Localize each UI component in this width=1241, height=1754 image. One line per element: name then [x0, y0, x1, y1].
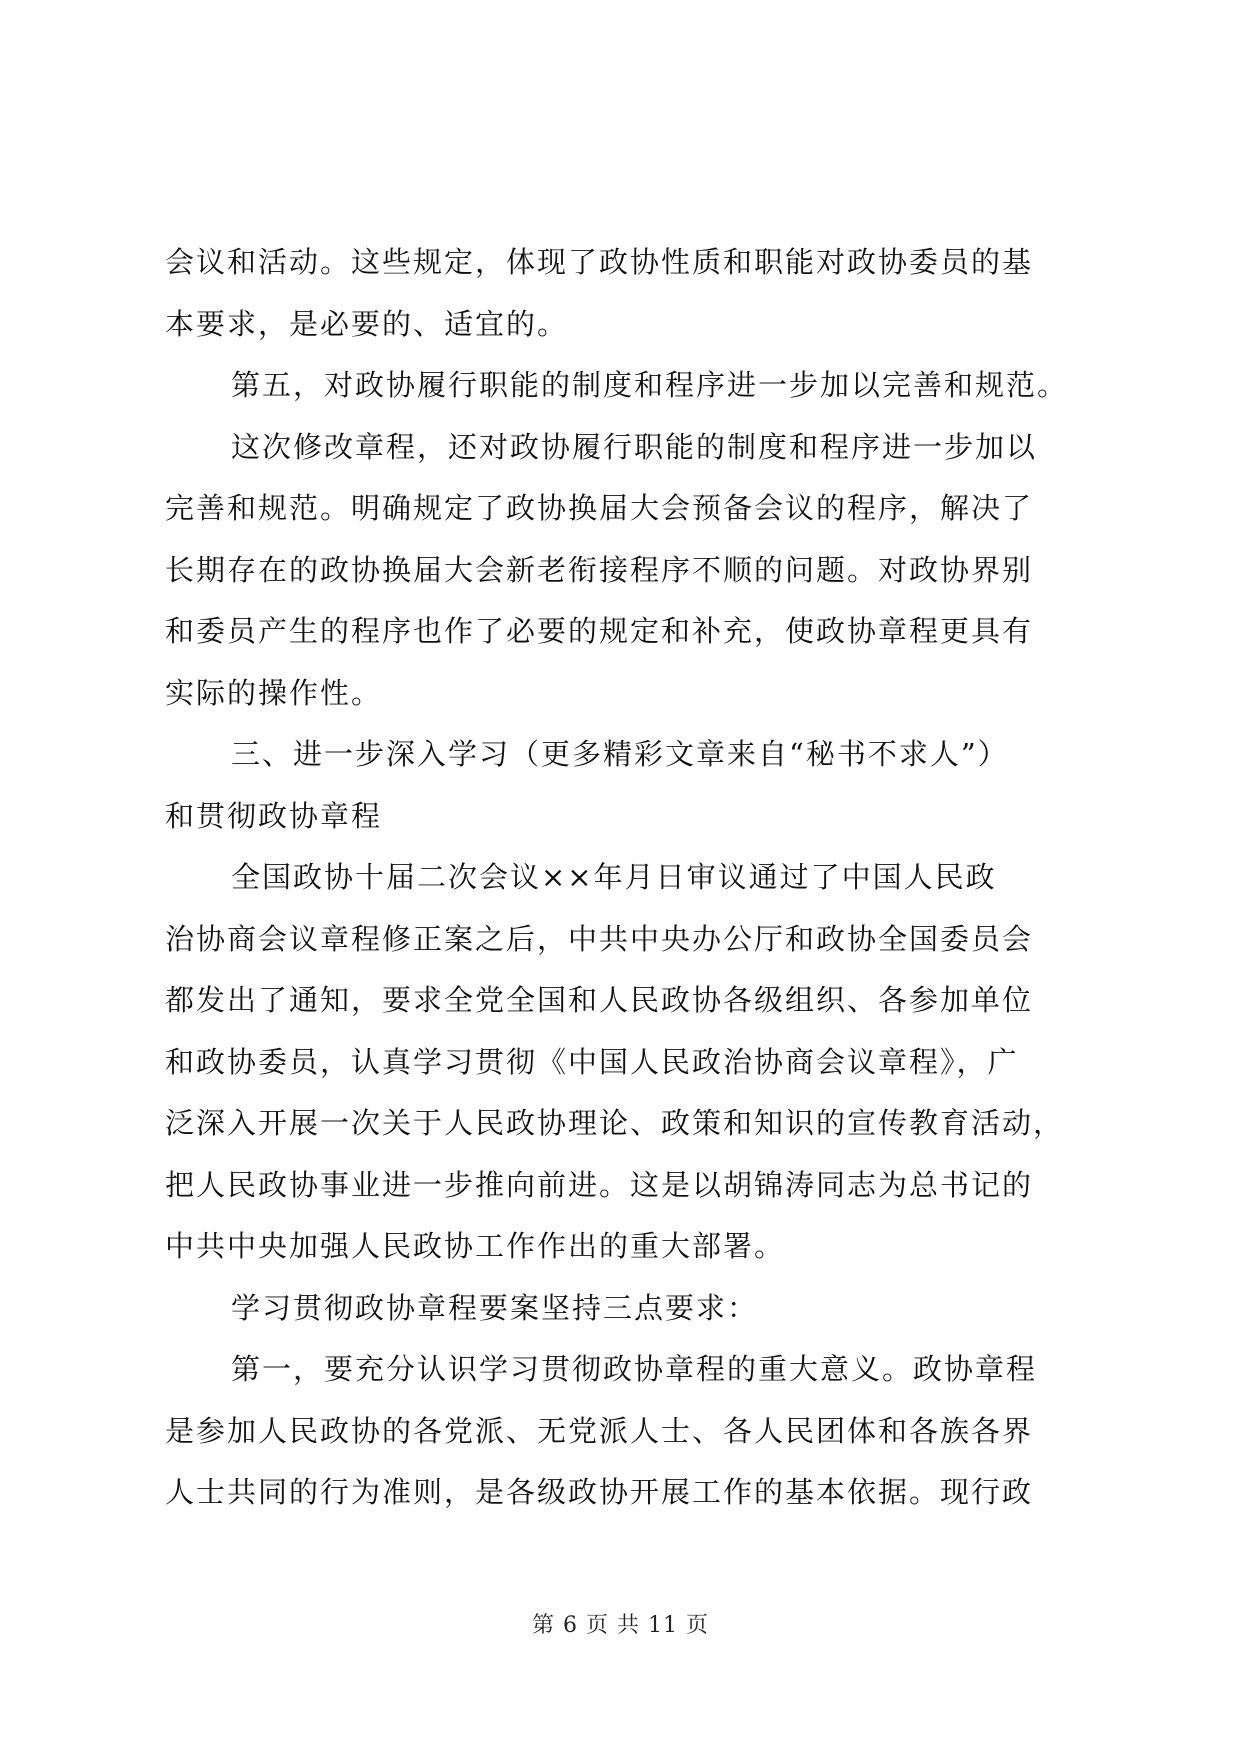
text-line: 本要求，是必要的、适宜的。	[165, 306, 569, 341]
text-line: 第一，要充分认识学习贯彻政协章程的重大意义。政协章程	[231, 1352, 1038, 1386]
text-line: 完善和规范。明确规定了政协换届大会预备会议的程序，解决了	[165, 491, 1034, 525]
text-line: 是参加人民政协的各党派、无党派人士、各人民团体和各族各界	[165, 1413, 1034, 1448]
text-line: 三、进一步深入学习（更多精彩文章来自“秘书不求人”）	[231, 737, 1009, 771]
text-line: 和贯彻政协章程	[165, 798, 383, 833]
text-line: 和委员产生的程序也作了必要的规定和补充，使政协章程更具有	[165, 614, 1034, 648]
text-line: 会议和活动。这些规定，体现了政协性质和职能对政协委员的基	[165, 245, 1034, 279]
text-line: 治协商会议章程修正案之后，中共中央办公厅和政协全国委员会	[165, 921, 1034, 956]
text-line: 这次修改章程，还对政协履行职能的制度和程序进一步加以	[231, 429, 1038, 464]
text-line: 泛深入开展一次关于人民政协理论、政策和知识的宣传教育活动，	[165, 1106, 1065, 1140]
text-line: 人士共同的行为准则，是各级政协开展工作的基本依据。现行政	[165, 1475, 1034, 1509]
page-footer: 第 6 页 共 11 页	[532, 1613, 709, 1638]
document-body	[165, 232, 1095, 1524]
text-line: 把人民政协事业进一步推向前进。这是以胡锦涛同志为总书记的	[165, 1167, 1034, 1202]
text-line: 学习贯彻政协章程要案坚持三点要求：	[231, 1290, 759, 1325]
text-line: 实际的操作性。	[165, 675, 383, 710]
text-line: 中共中央加强人民政协工作作出的重大部署。	[165, 1229, 786, 1263]
text-line: 长期存在的政协换届大会新老衔接程序不顺的问题。对政协界别	[165, 552, 1034, 587]
text-line: 全国政协十届二次会议××年月日审议通过了中国人民政	[231, 860, 997, 894]
text-line: 都发出了通知，要求全党全国和人民政协各级组织、各参加单位	[165, 983, 1034, 1017]
text-line: 第五，对政协履行职能的制度和程序进一步加以完善和规范。	[231, 368, 1069, 402]
text-line: 和政协委员，认真学习贯彻《中国人民政治协商会议章程》，广	[165, 1044, 1019, 1079]
